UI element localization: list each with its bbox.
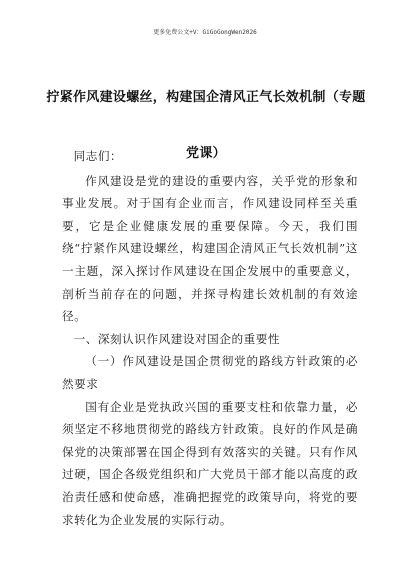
paragraph-section1: 国有企业是党执政兴国的重要支柱和依靠力量，必须坚定不移地贯彻党的路线方针政策。良好的作风是确保党的决策部署在国企得到有效落实的关键。只有作风过硬，国企各级党组织和广大党员干部才能以高度的政治责任感和使命感，准确把握党的政策导向，将党的要求转化为企业发展的实际行动。 [62,399,358,527]
subsection-heading-1: （一）作风建设是国企贯彻党的路线方针政策的必然要求 [62,354,358,391]
section-heading-1: 一、深刻认识作风建设对国企的重要性 [73,331,281,346]
header-note: 更多免费公文+V：GiGoGongWen2026 [153,29,257,36]
document-title: 拧紧作风建设螺丝，构建国企清风正气长效机制（专题党课） [46,90,366,161]
greeting: 同志们： [73,149,123,163]
document-body [62,145,358,531]
paragraph-intro: 作风建设是党的建设的重要内容，关乎党的形象和事业发展。对于国有企业而言，作风建设同样至关重要，它是企业健康发展的重要保障。今天，我们围绕“拧紧作风建设螺丝，构建国企清风正气长效机制”这一主题，深入探讨作风建设在国企发展中的重要意义，剖析当前存在的问题，并探寻构建长效机制的有效途径。 [62,173,358,324]
